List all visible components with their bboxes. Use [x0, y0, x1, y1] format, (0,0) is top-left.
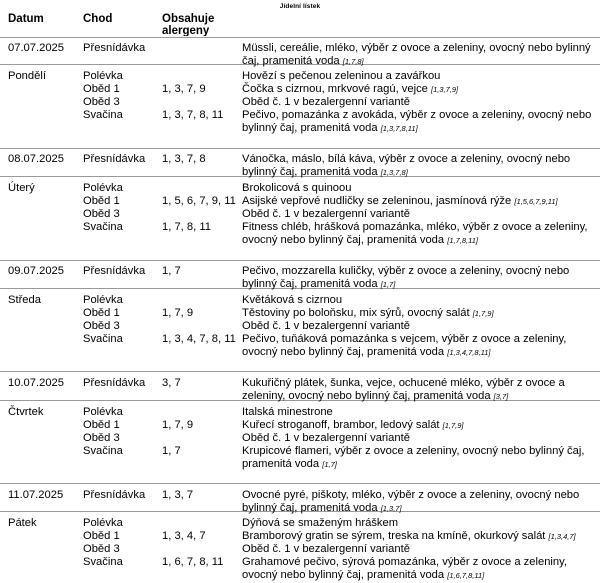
allergen-note: [1,3,7,8,11] — [380, 124, 418, 133]
allergen-note: [1,7,9] — [472, 309, 494, 318]
description-line: ovocný nebo bylinný čaj, pramenitá voda — [242, 346, 445, 358]
day-block — [0, 294, 600, 359]
dish-description — [242, 195, 598, 208]
course-name: Oběd 1 — [83, 307, 120, 319]
description-line: čaj, pramenitá voda — [242, 55, 340, 67]
section-divider — [0, 371, 600, 372]
dish-description — [242, 182, 598, 195]
description-line: Bramborový gratin se sýrem, treska na kmíně, okurkový salát — [242, 530, 546, 542]
course-name: Přesnídávka — [83, 42, 146, 54]
allergen-note: [1,3,4,7,8,11] — [447, 348, 491, 357]
description-line: Pečivo, pomazánka z avokáda, výběr z ovoce a zeleniny, ovocný nebo — [242, 109, 592, 121]
description-line: Ovocné pyré, piškoty, mléko, výběr z ovoce a zeleniny, ovocný nebo — [242, 489, 580, 501]
menu-row — [0, 265, 600, 291]
allergen-codes: 1, 3, 7, 8, 11 — [162, 109, 224, 121]
description-line: Müssli, cereálie, mléko, výběr z ovoce a zeleniny, ovocný nebo bylinný — [242, 42, 591, 54]
day-label: 10.07.2025 — [8, 377, 64, 389]
dish-description — [242, 556, 598, 582]
day-label: Pátek — [8, 517, 37, 529]
day-block — [0, 70, 600, 135]
dish-description — [242, 432, 598, 445]
menu-row — [0, 221, 600, 247]
document-title: Jídelní lístek — [279, 3, 321, 10]
description-line: Asijské vepřové nudličky se zeleninou, jasmínová rýže — [242, 195, 512, 207]
day-block — [0, 377, 600, 403]
menu-row — [0, 83, 600, 96]
column-header-date: Datum — [8, 13, 44, 25]
menu-row — [0, 377, 600, 403]
allergen-note: [1,7,8,11] — [447, 236, 478, 245]
menu-row — [0, 320, 600, 333]
description-line: Čočka s cizrnou, mrkvové ragú, vejce — [242, 83, 428, 95]
day-label: 09.07.2025 — [8, 265, 64, 277]
description-line: Italská minestrone — [242, 406, 333, 418]
allergen-codes: 1, 3, 7, 9 — [162, 83, 206, 95]
dish-description — [242, 153, 598, 179]
description-line: Kukuřičný plátek, šunka, vejce, ochucené mléko, výběr z ovoce a — [242, 377, 565, 389]
dish-description — [242, 530, 598, 543]
description-line: Pečivo, mozzarella kuličky, výběr z ovoce a zeleniny, ovocný nebo — [242, 265, 570, 277]
menu-row — [0, 208, 600, 221]
description-line: Pečivo, tuňáková pomazánka s vejcem, výběr z ovoce a zeleniny, — [242, 333, 567, 345]
menu-row — [0, 432, 600, 445]
menu-row — [0, 489, 600, 515]
description-line: Oběd č. 1 v bezalergenní variantě — [242, 208, 410, 220]
course-name: Oběd 3 — [83, 320, 120, 332]
menu-row — [0, 445, 600, 471]
allergen-codes: 1, 5, 6, 7, 9, 11 — [162, 195, 236, 207]
column-header-course: Chod — [83, 13, 113, 25]
dish-description — [242, 419, 598, 432]
menu-row — [0, 109, 600, 135]
section-divider — [0, 148, 600, 149]
menu-row — [0, 182, 600, 195]
allergen-note: [1,3,7] — [380, 504, 402, 513]
menu-row — [0, 42, 600, 68]
allergen-note: [3,7] — [493, 392, 509, 401]
allergen-note: [1,5,6,7,9,11] — [514, 197, 558, 206]
allergen-note: [1,3,4,7] — [548, 532, 576, 541]
course-name: Svačina — [83, 333, 123, 345]
description-line: Fitness chléb, hrášková pomazánka, mléko, výběr z ovoce a zeleniny, — [242, 221, 588, 233]
course-name: Oběd 3 — [83, 543, 120, 555]
allergen-codes: 1, 3, 7 — [162, 489, 194, 501]
dish-description — [242, 83, 598, 96]
description-line: Vánočka, máslo, bílá káva, výběr z ovoce a zeleniny, ovocný nebo — [242, 153, 571, 165]
day-block — [0, 406, 600, 471]
column-header-allergens — [162, 13, 242, 36]
allergen-codes: 1, 7, 9 — [162, 419, 194, 431]
course-name: Polévka — [83, 70, 123, 82]
allergen-note: [1,7] — [322, 460, 337, 469]
allergens-header-line1: Obsahuje — [162, 13, 215, 25]
dish-description — [242, 445, 598, 471]
description-line: Krupicové flameri, výběr z ovoce a zeleniny, ovocný nebo bylinný čaj, — [242, 445, 585, 457]
dish-description — [242, 42, 598, 68]
allergen-codes: 1, 3, 4, 7 — [162, 530, 206, 542]
description-line: bylinný čaj, pramenitá voda — [242, 502, 378, 514]
description-line: ovocný nebo bylinný čaj, pramenitá voda — [242, 234, 445, 246]
course-name: Polévka — [83, 517, 123, 529]
menu-row — [0, 195, 600, 208]
dish-description — [242, 517, 598, 530]
dish-description — [242, 406, 598, 419]
day-block — [0, 489, 600, 515]
dish-description — [242, 208, 598, 221]
menu-row — [0, 406, 600, 419]
day-label: 11.07.2025 — [8, 489, 64, 501]
description-line: bylinný čaj, pramenitá voda — [242, 278, 378, 290]
description-line: Oběd č. 1 v bezalergenní variantě — [242, 543, 410, 555]
allergen-note: [1,7,9] — [442, 421, 464, 430]
menu-row — [0, 153, 600, 179]
day-block — [0, 42, 600, 68]
day-block — [0, 182, 600, 247]
description-line: Hovězí s pečenou zeleninou a zavářkou — [242, 70, 441, 82]
day-label: 08.07.2025 — [8, 153, 64, 165]
course-name: Oběd 3 — [83, 96, 120, 108]
section-divider — [0, 37, 600, 38]
dish-description — [242, 221, 598, 247]
course-name: Polévka — [83, 294, 123, 306]
dish-description — [242, 377, 598, 403]
allergen-note: [1,7,8] — [342, 57, 364, 66]
dish-description — [242, 489, 598, 515]
course-name: Oběd 1 — [83, 419, 120, 431]
allergen-note: [1,3,7,9] — [431, 85, 459, 94]
course-name: Svačina — [83, 556, 123, 568]
description-line: Oběd č. 1 v bezalergenní variantě — [242, 432, 410, 444]
course-name: Oběd 1 — [83, 83, 120, 95]
allergen-codes: 1, 7 — [162, 265, 181, 277]
allergen-codes: 1, 7 — [162, 445, 181, 457]
course-name: Oběd 1 — [83, 195, 120, 207]
day-label: Úterý — [8, 182, 35, 194]
allergens-header-line2: alergeny — [162, 25, 210, 36]
section-divider — [0, 260, 600, 261]
course-name: Svačina — [83, 221, 123, 233]
description-line: Brokolicová s quinoou — [242, 182, 352, 194]
day-label: Středa — [8, 294, 41, 306]
allergen-codes: 3, 7 — [162, 377, 181, 389]
course-name: Oběd 3 — [83, 208, 120, 220]
menu-row — [0, 70, 600, 83]
course-name: Přesnídávka — [83, 377, 146, 389]
dish-description — [242, 320, 598, 333]
description-line: Těstoviny po boloňsku, mix sýrů, ovocný salát — [242, 307, 470, 319]
allergen-codes: 1, 6, 7, 8, 11 — [162, 556, 224, 568]
description-line: ovocný nebo bylinný čaj, pramenitá voda — [242, 569, 445, 581]
menu-row — [0, 530, 600, 543]
day-block — [0, 265, 600, 291]
allergen-codes: 1, 3, 7, 8 — [162, 153, 206, 165]
course-name: Svačina — [83, 109, 123, 121]
course-name: Polévka — [83, 406, 123, 418]
day-label: Čtvrtek — [8, 406, 44, 418]
allergen-codes: 1, 7, 9 — [162, 307, 194, 319]
dish-description — [242, 70, 598, 83]
section-divider — [0, 483, 600, 484]
description-line: Grahamové pečivo, sýrová pomazánka, výběr z ovoce a zeleniny, — [242, 556, 568, 568]
allergen-note: [1,6,7,8,11] — [447, 571, 485, 580]
dish-description — [242, 333, 598, 359]
day-block — [0, 517, 600, 582]
course-name: Polévka — [83, 182, 123, 194]
course-name: Oběd 3 — [83, 432, 120, 444]
menu-row — [0, 419, 600, 432]
course-name: Přesnídávka — [83, 489, 146, 501]
menu-row — [0, 333, 600, 359]
description-line: zeleniny, ovocný nebo bylinný čaj, pramenitá voda — [242, 390, 491, 402]
course-name: Přesnídávka — [83, 153, 146, 165]
menu-row — [0, 96, 600, 109]
course-name: Oběd 1 — [83, 530, 120, 542]
menu-row — [0, 307, 600, 320]
description-line: Květáková s cizrnou — [242, 294, 343, 306]
description-line: Oběd č. 1 v bezalergenní variantě — [242, 96, 410, 108]
menu-row — [0, 556, 600, 582]
dish-description — [242, 307, 598, 320]
menu-row — [0, 517, 600, 530]
menu-row — [0, 543, 600, 556]
dish-description — [242, 265, 598, 291]
course-name: Svačina — [83, 445, 123, 457]
menu-row — [0, 294, 600, 307]
dish-description — [242, 109, 598, 135]
description-line: Dýňová se smaženým hráškem — [242, 517, 399, 529]
dish-description — [242, 543, 598, 556]
allergen-note: [1,7] — [380, 280, 396, 289]
allergen-codes: 1, 3, 4, 7, 8, 11 — [162, 333, 236, 345]
description-line: bylinný čaj, pramenitá voda — [242, 166, 378, 178]
allergen-codes: 1, 7, 8, 11 — [162, 221, 211, 233]
description-line: Kuřecí stroganoff, brambor, ledový salát — [242, 419, 440, 431]
dish-description — [242, 96, 598, 109]
allergen-note: [1,3,7,8] — [380, 168, 408, 177]
day-label: 07.07.2025 — [8, 42, 64, 54]
day-label: Pondělí — [8, 70, 46, 82]
course-name: Přesnídávka — [83, 265, 146, 277]
day-block — [0, 153, 600, 179]
description-line: bylinný čaj, pramenitá voda — [242, 122, 378, 134]
description-line: Oběd č. 1 v bezalergenní variantě — [242, 320, 410, 332]
dish-description — [242, 294, 598, 307]
description-line: pramenitá voda — [242, 458, 320, 470]
